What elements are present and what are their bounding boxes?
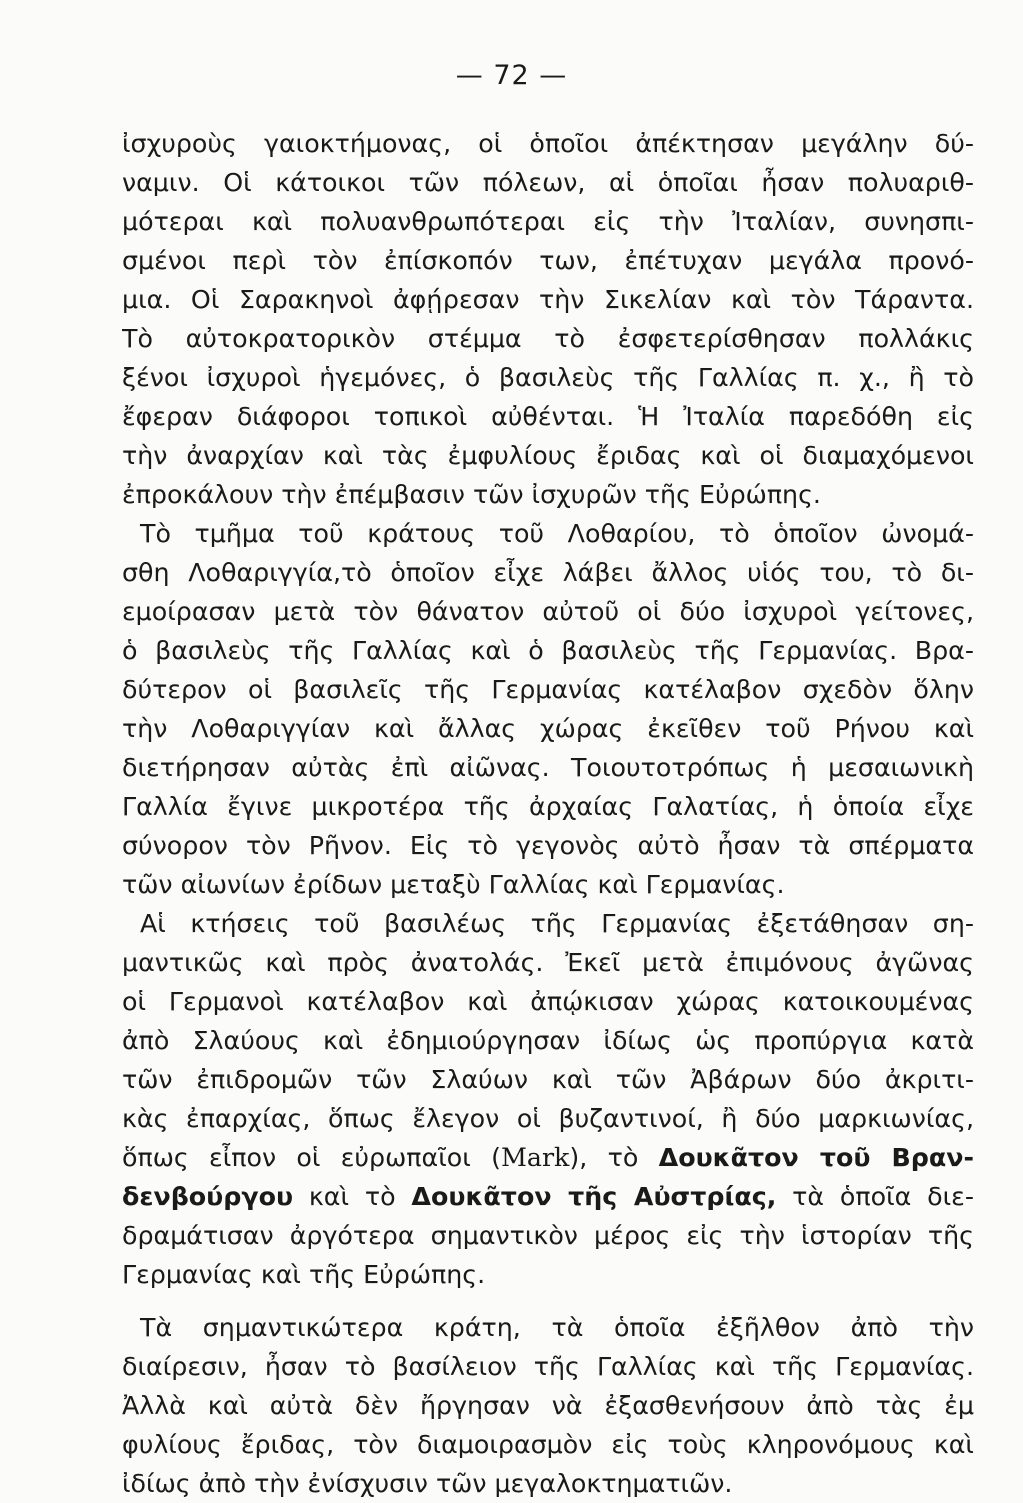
latin-term: Mark — [500, 1143, 570, 1172]
text-line: ξένοι ἰσχυροὶ ἡγεμόνες, ὁ βασιλεὺς τῆς Γαλλίας π. χ., ἢ τὸ — [122, 363, 974, 392]
paragraph-2 — [122, 514, 974, 904]
paragraph-4 — [122, 1308, 974, 1503]
text-line: ἐπροκάλουν τὴν ἐπέμβασιν τῶν ἰσχυρῶν τῆς Εὐρώπης. — [122, 480, 821, 509]
text-run: καὶ τὸ — [293, 1182, 412, 1211]
text-line: Γαλλία ἔγινε μικροτέρα τῆς ἀρχαίας Γαλατίας, ἡ ὁποία εἶχε — [122, 792, 974, 821]
text-line: τῶν ἐπιδρομῶν τῶν Σλαύων καὶ τῶν Ἀβάρων δύο ἀκριτι- — [122, 1065, 974, 1094]
page-number: — 72 — — [455, 60, 568, 91]
text-line-mixed — [122, 1177, 974, 1216]
text-line: ναμιν. Οἱ κάτοικοι τῶν πόλεων, αἱ ὁποῖαι ἦσαν πολυαριθ- — [122, 168, 974, 197]
text-body — [122, 124, 974, 1503]
text-line: ὁ βασιλεὺς τῆς Γαλλίας καὶ ὁ βασιλεὺς τῆς Γερμανίας. Βρα- — [122, 636, 974, 665]
text-line: Τὸ τμῆμα τοῦ κράτους τοῦ Λοθαρίου, τὸ ὁποῖον ὠνομά- — [140, 519, 974, 548]
text-line: δύτερον οἱ βασιλεῖς τῆς Γερμανίας κατέλαβον σχεδὸν ὅλην — [122, 675, 974, 704]
text-line: σθη Λοθαριγγία,τὸ ὁποῖον εἶχε λάβει ἄλλος υἱός του, τὸ δι- — [122, 558, 974, 587]
text-line: εμοίρασαν μετὰ τὸν θάνατον αὐτοῦ οἱ δύο ἰσχυροὶ γείτονες, — [122, 597, 974, 626]
text-line: διετήρησαν αὐτὰς ἐπὶ αἰῶνας. Τοιουτοτρόπως ἡ μεσαιωνικὴ — [122, 753, 974, 782]
text-line: οἱ Γερμανοὶ κατέλαβον καὶ ἀπῴκισαν χώρας κατοικουμένας — [122, 987, 974, 1016]
text-line: Τὸ αὐτοκρατορικὸν στέμμα τὸ ἐσφετερίσθησαν πολλάκις — [122, 324, 974, 353]
text-line: Γερμανίας καὶ τῆς Εὐρώπης. — [122, 1260, 486, 1289]
text-line: Τὰ σημαντικώτερα κράτη, τὰ ὁποῖα ἐξῆλθον ἀπὸ τὴν — [140, 1313, 974, 1342]
text-line: Αἱ κτήσεις τοῦ βασιλέως τῆς Γερμανίας ἐξετάθησαν ση- — [140, 909, 974, 938]
text-run: τὰ ὁποῖα διε- — [776, 1182, 974, 1211]
text-line: μαντικῶς καὶ πρὸς ἀνατολάς. Ἐκεῖ μετὰ ἐπιμόνους ἀγῶνας — [122, 948, 974, 977]
text-line: φυλίους ἔριδας, τὸν διαμοιρασμὸν εἰς τοὺς κληρονόμους καὶ — [122, 1430, 974, 1459]
text-line: δραμάτισαν ἀργότερα σημαντικὸν μέρος εἰς τὴν ἱστορίαν τῆς — [122, 1221, 974, 1250]
bold-term: Δουκᾶτον τοῦ Βραν- — [658, 1143, 974, 1172]
paragraph-1 — [122, 124, 974, 514]
text-line: σύνορον τὸν Ρῆνον. Εἰς τὸ γεγονὸς αὐτὸ ἦσαν τὰ σπέρματα — [122, 831, 974, 860]
text-line: μότεραι καὶ πολυανθρωπότεραι εἰς τὴν Ἰταλίαν, συνησπι- — [122, 207, 974, 236]
text-line: σμένοι περὶ τὸν ἐπίσκοπόν των, ἐπέτυχαν μεγάλα προνό- — [122, 246, 974, 275]
text-run: ), τὸ — [569, 1143, 659, 1172]
text-line: τὴν Λοθαριγγίαν καὶ ἄλλας χώρας ἐκεῖθεν τοῦ Ρήνου καὶ — [122, 714, 974, 743]
text-line: μια. Οἱ Σαρακηνοὶ ἀφῄρεσαν τὴν Σικελίαν καὶ τὸν Τάραντα. — [122, 285, 974, 314]
text-line-mixed — [122, 1138, 974, 1177]
text-run: ὅπως εἶπον οἱ εὐρωπαῖοι ( — [122, 1143, 501, 1172]
text-line: ἔφεραν διάφοροι τοπικοὶ αὐθένται. Ἡ Ἰταλία παρεδόθη εἰς — [122, 402, 974, 431]
text-line: τὴν ἀναρχίαν καὶ τὰς ἐμφυλίους ἔριδας καὶ οἱ διαμαχόμενοι — [122, 441, 974, 470]
text-line: διαίρεσιν, ἦσαν τὸ βασίλειον τῆς Γαλλίας καὶ τῆς Γερμανίας. — [122, 1352, 974, 1381]
paragraph-3 — [122, 904, 974, 1294]
text-line: Ἀλλὰ καὶ αὐτὰ δὲν ἤργησαν νὰ ἐξασθενήσουν ἀπὸ τὰς ἐμ — [122, 1391, 974, 1420]
bold-term: δενβούργου — [122, 1182, 294, 1211]
text-line: ἰσχυροὺς γαιοκτήμονας, οἱ ὁποῖοι ἀπέκτησαν μεγάλην δύ- — [122, 129, 974, 158]
text-line: κὰς ἐπαρχίας, ὅπως ἔλεγον οἱ βυζαντινοί, ἢ δύο μαρκιωνίας, — [122, 1104, 974, 1133]
text-line: τῶν αἰωνίων ἐρίδων μεταξὺ Γαλλίας καὶ Γερμανίας. — [122, 870, 785, 899]
bold-term: Δουκᾶτον τῆς Αὐστρίας, — [411, 1182, 777, 1211]
text-line: ἀπὸ Σλαύους καὶ ἐδημιούργησαν ἰδίως ὡς προπύργια κατὰ — [122, 1026, 974, 1055]
text-line: ἰδίως ἀπὸ τὴν ἐνίσχυσιν τῶν μεγαλοκτηματιῶν. — [122, 1469, 733, 1498]
